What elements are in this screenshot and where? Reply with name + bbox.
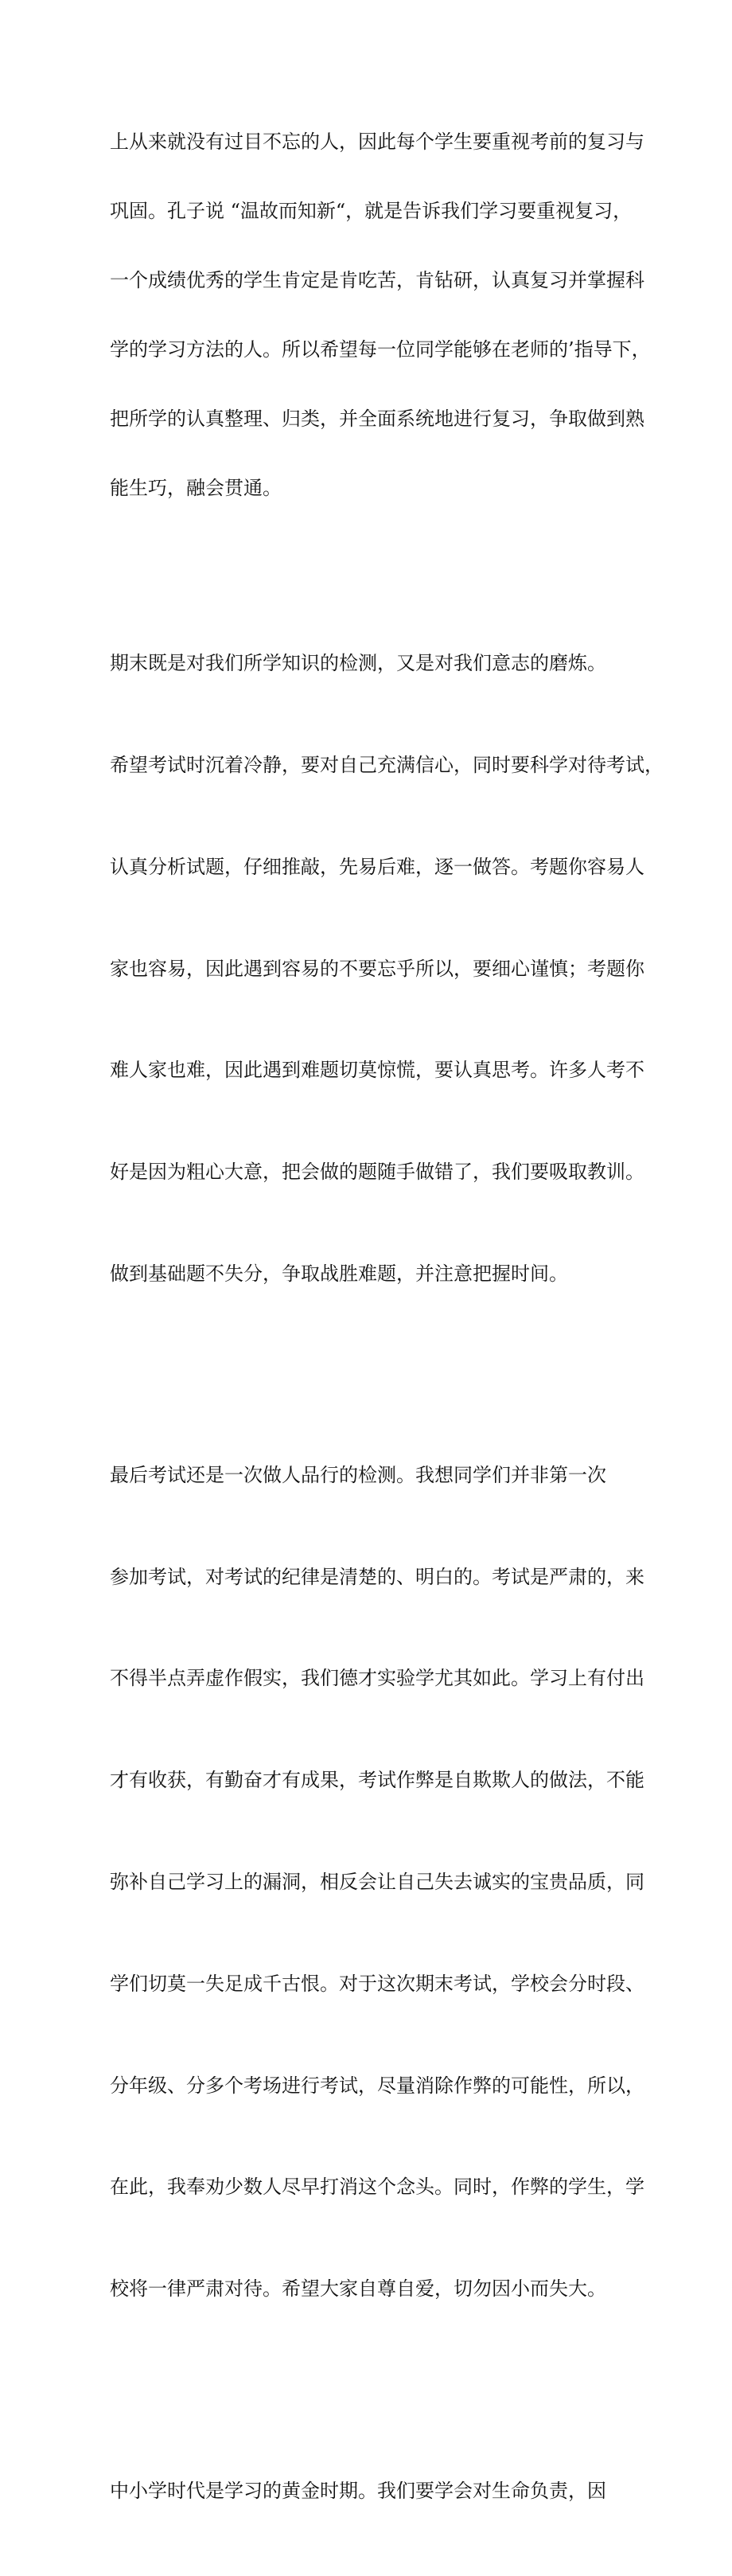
document-page: [110, 84, 664, 2576]
paragraph-4: [110, 2406, 627, 2576]
text-line: 期末既是对我们所学知识的检测，又是对我们意志的磨炼。: [110, 652, 606, 675]
text-line: 一个成绩优秀的学生肯定是肯吃苦，肯钻研，认真复习并掌握科: [110, 269, 644, 291]
text-line: 学们切莫一失足成千古恨。对于这次期末考试，学校会分时段、: [110, 1972, 644, 1995]
text-line: 巩固。孔子说 “温故而知新“，就是告诉我们学习要重视复习，: [110, 200, 633, 222]
paragraph-spacer: [110, 1359, 627, 1391]
text-line: 分年级、分多个考场进行考试，尽量消除作弊的可能性，所以，: [110, 2074, 644, 2097]
paragraph-1: [110, 84, 651, 546]
text-line: 弥补自己学习上的漏洞，相反会让自己失去诚实的宝贵品质，同: [110, 1870, 644, 1893]
text-line: 中小学时代是学习的黄金时期。我们要学会对生命负责，因: [110, 2480, 606, 2503]
text-line: 希望考试时沉着冷静，要对自己充满信心，同时要科学对待考试，: [110, 753, 664, 776]
text-line: 做到基础题不失分，争取战胜难题，并注意把握时间。: [110, 1262, 568, 1285]
text-line: 在此，我奉劝少数人尽早打消这个念头。同时，作弊的学生，学: [110, 2176, 644, 2199]
paragraph-spacer: [110, 546, 627, 579]
text-line: 最后考试还是一次做人品行的检测。我想同学们并非第一次: [110, 1463, 606, 1486]
text-line: 学的学习方法的人。所以希望每一位同学能够在老师的’指导下，: [110, 338, 651, 361]
paragraph-3: [110, 1391, 644, 2374]
text-line: 好是因为粗心大意，把会做的题随手做错了，我们要吸取教训。: [110, 1161, 644, 1184]
text-line: 难人家也难，因此遇到难题切莫惊慌，要认真思考。许多人考不: [110, 1059, 644, 1082]
text-line: 校将一律严肃对待。希望大家自尊自爱，切勿因小而失大。: [110, 2277, 606, 2301]
text-line: 上从来就没有过目不忘的人，因此每个学生要重视考前的复习与: [110, 131, 644, 153]
text-line: 参加考试，对考试的纪律是清楚的、明白的。考试是严肃的，来: [110, 1565, 644, 1588]
text-line: 能生巧，融会贯通。: [110, 477, 282, 499]
text-line: 才有收获，有勤奋才有成果，考试作弊是自欺欺人的做法，不能: [110, 1769, 644, 1792]
text-line: 家也容易，因此遇到容易的不要忘乎所以，要细心谨慎；考题你: [110, 957, 644, 980]
text-line: 把所学的认真整理、归类，并全面系统地进行复习，争取做到熟: [110, 408, 644, 430]
text-line: 认真分析试题，仔细推敲，先易后难，逐一做答。考题你容易人: [110, 855, 644, 878]
text-line: 不得半点弄虚作假实，我们德才实验学尤其如此。学习上有付出: [110, 1667, 644, 1690]
paragraph-spacer: [110, 2374, 627, 2406]
paragraph-2: [110, 579, 664, 1359]
